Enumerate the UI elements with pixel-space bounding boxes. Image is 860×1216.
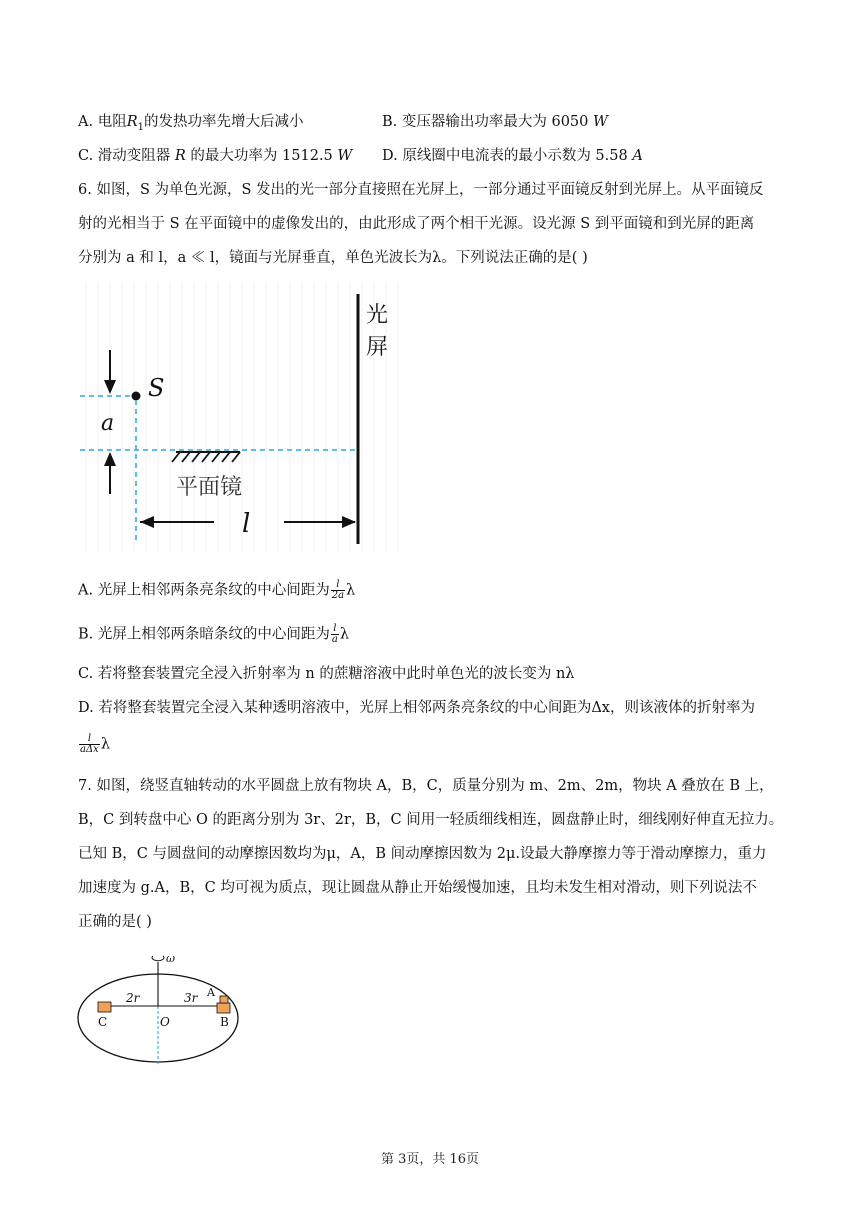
q6-option-a	[78, 580, 355, 601]
q5-option-c	[78, 146, 352, 166]
l-label: l	[242, 509, 251, 539]
q5-option-c-var: R	[174, 148, 186, 164]
q6-option-d-line-1: D. 若将整套装置完全浸入某种透明溶液中，光屏上相邻两条亮条纹的中心间距为Δx，则该液体的折射率为	[78, 700, 755, 716]
label-c: C	[98, 1015, 108, 1029]
screen-label-2: 屏	[366, 335, 389, 360]
q5-option-a-sub: 1	[137, 121, 144, 133]
q6-option-a-lambda: λ	[346, 582, 356, 599]
q6-figure	[80, 282, 400, 552]
q6-option-b-text: B. 光屏上相邻两条暗条纹的中心间距为	[78, 626, 330, 643]
q6-option-d-fraction	[79, 734, 100, 755]
q7-stem-line-5: 正确的是( )	[78, 914, 152, 930]
label-a: A	[207, 986, 215, 999]
q6-figure-background	[80, 282, 400, 552]
q6-option-d-line-2	[78, 734, 110, 755]
q5-option-b-unit: W	[593, 114, 608, 130]
q5-option-c-unit: W	[337, 148, 353, 164]
q6-option-a-fraction	[331, 580, 345, 601]
block-b	[217, 1003, 230, 1013]
q5-option-d	[382, 146, 643, 166]
q6-option-b-den: a	[331, 634, 338, 645]
q5-option-a-text: A. 电阻	[78, 114, 127, 130]
q5-option-c-text2: 的最大功率为 1512.5	[185, 148, 338, 164]
screen-label-1: 光	[366, 303, 389, 328]
q6-option-a-text: A. 光屏上相邻两条亮条纹的中心间距为	[78, 582, 330, 599]
q6-stem-line-3: 分别为 a 和 l，a ≪ l，镜面与光屏垂直，单色光波长为λ。下列说法正确的是( )	[78, 250, 588, 266]
omega-rotation-arrow	[152, 956, 164, 961]
q6-stem-line-1: 6. 如图，S 为单色光源，S 发出的光一部分直接照在光屏上，一部分通过平面镜反射到光屏上。从平面镜反	[78, 182, 764, 198]
q6-option-a-num: l	[331, 580, 345, 591]
label-2r: 2r	[126, 991, 140, 1005]
q7-figure	[76, 944, 256, 1068]
q6-stem-line-2: 射的光相当于 S 在平面镜中的虚像发出的，由此形成了两个相干光源。设光源 S 到平面镜和到光屏的距离	[78, 216, 755, 232]
label-3r: 3r	[184, 991, 198, 1005]
q5-option-a-var: R	[126, 114, 138, 130]
source-label: S	[148, 374, 165, 402]
label-o: O	[160, 1015, 170, 1029]
q5-option-a	[78, 112, 304, 138]
q6-option-a-den: 2a	[331, 590, 345, 601]
q6-option-b	[78, 624, 349, 645]
q6-option-c: C. 若将整套装置完全浸入折射率为 n 的蔗糖溶液中此时单色光的波长变为 nλ	[78, 666, 575, 682]
q6-option-d-lambda: λ	[100, 736, 111, 753]
block-c	[98, 1002, 111, 1012]
a-label: a	[101, 411, 115, 436]
q5-option-b-text: B. 变压器输出功率最大为 6050	[382, 114, 593, 130]
omega-label: ω	[166, 952, 175, 965]
q7-stem-line-4: 加速度为 g.A，B，C 均可视为质点，现让圆盘从静止开始缓慢加速，且均未发生相对滑动，则下列说法不	[78, 880, 757, 896]
light-source-dot	[132, 392, 141, 401]
q7-stem-line-2: B，C 到转盘中心 O 的距离分别为 3r、2r，B，C 间用一轻质细线相连，圆盘静止时，细线刚好伸直无拉力。	[78, 812, 784, 828]
q7-stem-line-1: 7. 如图，绕竖直轴转动的水平圆盘上放有物块 A，B，C，质量分别为 m、2m、2m，物块 A 叠放在 B 上，	[78, 778, 774, 794]
q6-option-d-den: aΔx	[80, 744, 99, 755]
q5-option-b	[382, 112, 608, 132]
q6-option-b-num: l	[331, 624, 339, 635]
block-a	[220, 996, 228, 1003]
label-b: B	[220, 1015, 229, 1029]
q5-option-d-text: D. 原线圈中电流表的最小示数为 5.58	[382, 148, 633, 164]
q6-option-d-num: l	[79, 734, 100, 745]
page-footer: 第 3页，共 16页	[380, 1152, 480, 1167]
q6-option-b-lambda: λ	[339, 626, 350, 643]
q5-option-d-unit: A	[632, 148, 643, 164]
q5-option-a-text2: 的发热功率先增大后减小	[144, 114, 304, 130]
mirror-label: 平面镜	[176, 475, 243, 500]
q6-option-b-fraction	[331, 624, 339, 645]
q7-stem-line-3: 已知 B，C 与圆盘间的动摩擦因数均为μ，A，B 间动摩擦因数为 2μ.设最大静摩擦力等于滑动摩擦力，重力	[78, 846, 767, 862]
q5-option-c-text: C. 滑动变阻器	[78, 148, 175, 164]
